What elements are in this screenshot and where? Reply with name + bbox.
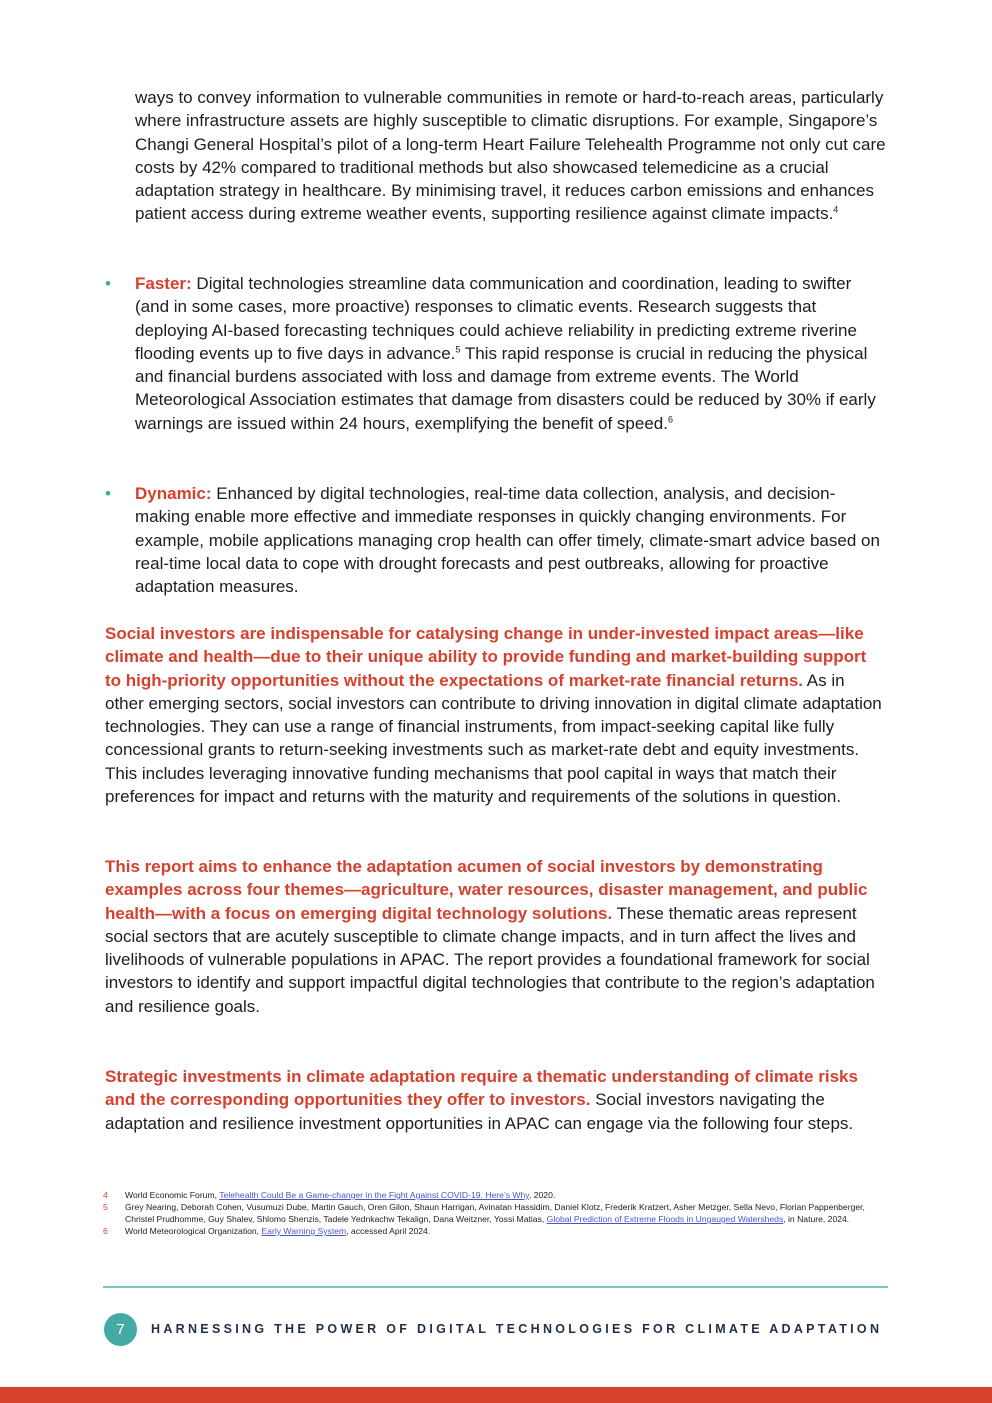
running-title: HARNESSING THE POWER OF DIGITAL TECHNOLOGIES FOR CLIMATE ADAPTATION (151, 1322, 883, 1336)
bullet-lead: Faster: (135, 274, 192, 293)
bullet-faster (105, 272, 887, 435)
footer-divider (103, 1286, 888, 1288)
paragraph-report-aims: This report aims to enhance the adaptation acumen of social investors by demonstrating examples across four themes—agriculture, water resources, disaster management, and public health—with a focus on emerging digital technology solutions. These thematic areas represent social sectors that are acutely susceptible to climate change impacts, and in turn affect the lives and livelihoods of vulnerable populations in APAC. The report provides a foundational framework for social investors to identify and support impactful digital technologies that contribute to the region’s adaptation and resilience goals. (105, 857, 875, 1016)
footnote-number: 6 (103, 1226, 108, 1236)
bullet-dot-icon: • (105, 484, 111, 503)
footnote-6: 6 World Meteorological Organization, Early Warning System, accessed April 2024. (103, 1226, 431, 1236)
bullet-text: Dynamic: Enhanced by digital technologies, real-time data collection, analysis, and decision-making enable more effective and immediate responses in quickly changing environments. For example, mobile applications managing crop health can offer timely, climate-smart advice based on real-time local data to cope with drought forecasts and pest outbreaks, allowing for proactive adaptation measures. (135, 484, 880, 597)
footnote-number: 5 (103, 1202, 108, 1212)
bullet-dot-icon: • (105, 274, 111, 293)
bullet-dynamic (105, 482, 887, 598)
footnote-number: 4 (103, 1190, 108, 1200)
paragraph-lead: This report aims to enhance the adaptation acumen of social investors by demonstrating examples across four themes—agriculture, water resources, disaster management, and public health—with a focus on emerging digital technology solutions. (105, 857, 868, 923)
paragraph-social-investors: Social investors are indispensable for catalysing change in under-invested impact areas—like climate and health—due to their unique ability to provide funding and market-building support to high-priority opportunities without the expectations of market-rate financial returns. As in other emerging sectors, social investors can contribute to driving innovation in digital climate adaptation technologies. They can use a range of financial instruments, from impact-seeking capital like fully concessional grants to return-seeking investments such as market-rate debt and equity investments. This includes leveraging innovative funding mechanisms that pool capital in ways that match their preferences for impact and returns with the maturity and requirements of the solutions in question. (105, 624, 882, 807)
bullet-text: Faster: Digital technologies streamline data communication and coordination, leading to swifter (and in some cases, more proactive) responses to climatic events. Research suggests that deploying AI-based forecasting techniques could achieve reliability in predicting extreme riverine flooding events up to five days in advance.$^5$ This rapid response is crucial in reducing the physical and financial burdens associated with loss and damage from extreme events. The World Meteorological Association estimates that damage from disasters could be reduced by 30% if early warnings are issued within 24 hours, exemplifying the benefit of speed.$^6$ (135, 274, 876, 433)
footnotes (103, 1189, 883, 1237)
bullet-lead: Dynamic: (135, 484, 212, 503)
page-number-badge: 7 (104, 1313, 137, 1346)
bottom-accent-bar (0, 1387, 992, 1403)
paragraph-lead: Social investors are indispensable for catalysing change in under-invested impact areas—like climate and health—due to their unique ability to provide funding and market-building support to high-priority opportunities without the expectations of market-rate financial returns. (105, 624, 867, 690)
paragraph-lead: Strategic investments in climate adaptation require a thematic understanding of climate risks and the corresponding opportunities they offer to investors. (105, 1067, 858, 1110)
footnote-link[interactable]: Global Prediction of Extreme Floods in Ungauged Watersheds (546, 1214, 784, 1224)
footnote-ref[interactable]: 4 (833, 204, 839, 215)
footnote-4: 4 World Economic Forum, Telehealth Could Be a Game-changer in the Fight Against COVID-19. Here’s Why, 2020. (103, 1190, 556, 1200)
bullet-continuation-text: ways to convey information to vulnerable communities in remote or hard-to-reach areas, particularly where infrastructure assets are highly susceptible to climatic disruptions. For example, Singapore’s Changi General Hospital’s pilot of a long-term Heart Failure Telehealth Programme not only cut care costs by 42% compared to traditional methods but also showcased telemedicine as a crucial adaptation strategy in healthcare. By minimising travel, it reduces carbon emissions and enhances patient access during extreme weather events, supporting resilience against climate impacts.$^4$ (135, 88, 886, 224)
footnote-5: 5 Grey Nearing, Deborah Cohen, Vusumuzi Dube, Martin Gauch, Oren Gilon, Shaun Harrigan, Avinatan Hassidim, Daniel Klotz, Frederik Kratzert, Asher Metzger, Sella Nevo, Florian Pappenberger, Christel Prudhomme, Guy Shalev, Shlomo Shenzis, Tadele Yednkachw Tekalign, Dana Weitzner, Yossi Matias, Global Prediction of Extreme Floods in Ungauged Watersheds, in Nature, 2024. (103, 1202, 865, 1224)
footnote-ref[interactable]: 6 (667, 414, 673, 425)
footnote-link[interactable]: Telehealth Could Be a Game-changer in the Fight Against COVID-19. Here’s Why (219, 1190, 529, 1200)
footnote-link[interactable]: Early Warning System (261, 1226, 347, 1236)
footnote-ref[interactable]: 5 (455, 344, 461, 355)
paragraph-strategic-investments: Strategic investments in climate adaptation require a thematic understanding of climate risks and the corresponding opportunities they offer to investors. Social investors navigating the adaptation and resilience investment opportunities in APAC can engage via the following four steps. (105, 1067, 858, 1133)
